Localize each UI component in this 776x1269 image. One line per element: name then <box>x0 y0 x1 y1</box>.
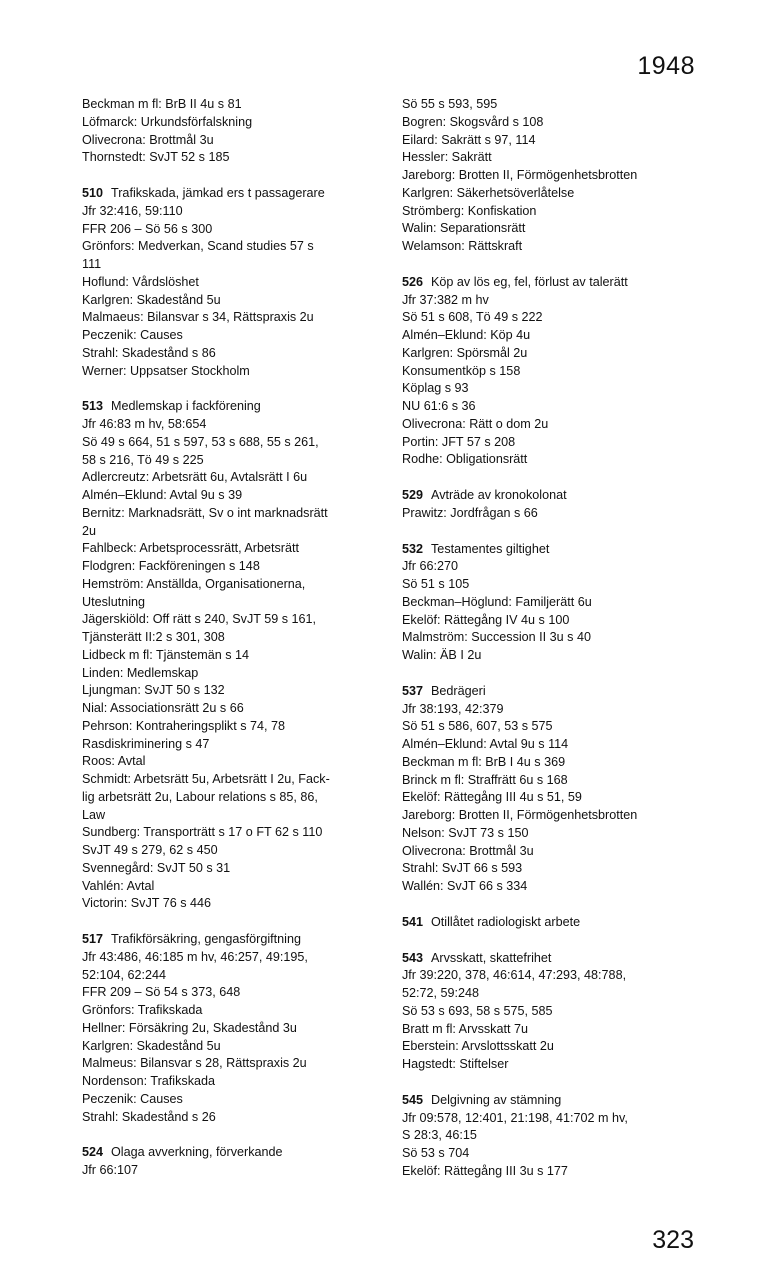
reference-line: Karlgren: Skadestånd 5u <box>82 1038 221 1053</box>
reference-line: FFR 209 – Sö 54 s 373, 648 <box>82 985 241 1000</box>
reference-line: Roos: Avtal <box>82 754 146 769</box>
reference-line: Ekelöf: Rättegång III 4u s 51, 59 <box>402 790 582 805</box>
reference-line: Walin: Separationsrätt <box>402 221 526 236</box>
case-entry-517 <box>82 931 382 1126</box>
reference-line: Sö 55 s 593, 595 <box>402 97 498 111</box>
reference-line: Brinck m fl: Straffrätt 6u s 168 <box>402 772 568 787</box>
reference-line: Strahl: Skadestånd s 26 <box>82 1109 216 1124</box>
reference-line: Löfmarck: Urkundsförfalskning <box>82 114 253 129</box>
case-number: 517 <box>82 932 104 946</box>
reference-line: Bratt m fl: Arvsskatt 7u <box>402 1021 528 1036</box>
case-number: 541 <box>402 914 424 929</box>
reference-line: Almén–Eklund: Avtal 9u s 114 <box>402 737 569 751</box>
reference-line: Fahlbeck: Arbetsprocessrätt, Arbetsrätt <box>82 541 299 556</box>
left-column <box>82 96 382 1180</box>
reference-line: Malmeus: Bilansvar s 28, Rättspraxis 2u <box>82 1056 307 1071</box>
case-heading <box>402 1092 702 1110</box>
reference-line: Welamson: Rättskraft <box>402 239 523 253</box>
case-heading <box>82 1144 382 1162</box>
reference-line: Walin: ÄB I 2u <box>402 648 482 662</box>
case-title: Arvsskatt, skattefrihet <box>431 950 552 965</box>
case-title: Avträde av kronokolonat <box>431 488 567 502</box>
reference-line: Ekelöf: Rättegång III 3u s 177 <box>402 1163 568 1178</box>
case-entry-543 <box>402 950 702 1074</box>
reference-line: Olivecrona: Rätt o dom 2u <box>402 416 549 431</box>
reference-line: Nelson: SvJT 73 s 150 <box>402 825 529 840</box>
case-heading <box>82 398 382 416</box>
reference-line: Thornstedt: SvJT 52 s 185 <box>82 150 230 165</box>
case-entry-532 <box>402 541 702 665</box>
reference-line: Jfr 09:578, 12:401, 21:198, 41:702 m hv, <box>402 1110 628 1125</box>
reference-line: Malmaeus: Bilansvar s 34, Rättspraxis 2u <box>82 310 314 325</box>
case-number: 526 <box>402 274 424 289</box>
reference-line: Hemström: Anställda, Organisationerna, <box>82 576 306 591</box>
reference-line: Uteslutning <box>82 594 146 609</box>
case-entry-continued <box>402 96 702 256</box>
reference-line: 58 s 216, Tö 49 s 225 <box>82 452 204 467</box>
reference-line: Adlercreutz: Arbetsrätt 6u, Avtalsrätt I 6u <box>82 470 308 485</box>
reference-line: Prawitz: Jordfrågan s 66 <box>402 505 538 520</box>
case-entry-513 <box>82 398 382 913</box>
reference-line: Eilard: Sakrätt s 97, 114 <box>402 132 536 147</box>
reference-line: Almén–Eklund: Köp 4u <box>402 328 531 342</box>
reference-line: Bernitz: Marknadsrätt, Sv o int marknadsrätt <box>82 505 328 520</box>
reference-line: Portin: JFT 57 s 208 <box>402 434 516 449</box>
reference-line: Jfr 39:220, 378, 46:614, 47:293, 48:788, <box>402 968 627 983</box>
case-heading <box>82 185 382 203</box>
case-heading <box>402 683 702 701</box>
case-title: Medlemskap i fackförening <box>111 399 261 414</box>
reference-line: Beckman m fl: BrB II 4u s 81 <box>82 97 242 111</box>
reference-line: Nordenson: Trafikskada <box>82 1074 216 1088</box>
reference-line: Sundberg: Transporträtt s 17 o FT 62 s 110 <box>82 825 323 840</box>
reference-line: 52:72, 59:248 <box>402 986 480 1000</box>
reference-line: S 28:3, 46:15 <box>402 1128 477 1143</box>
year-heading: 1948 <box>637 52 695 80</box>
reference-line: Law <box>82 807 106 822</box>
case-heading <box>402 541 702 559</box>
reference-line: Sö 51 s 105 <box>402 577 470 591</box>
case-heading <box>402 487 702 505</box>
reference-line: Rodhe: Obligationsrätt <box>402 452 528 467</box>
case-title: Testamentes giltighet <box>431 541 550 556</box>
reference-line: Jägerskiöld: Off rätt s 240, SvJT 59 s 161, <box>82 612 317 627</box>
reference-line: Jfr 66:107 <box>82 1163 139 1177</box>
case-number: 510 <box>82 186 104 200</box>
case-title: Delgivning av stämning <box>431 1092 562 1107</box>
reference-line: Karlgren: Skadestånd 5u <box>82 292 221 307</box>
reference-line: Beckman m fl: BrB I 4u s 369 <box>402 754 566 769</box>
reference-line: Almén–Eklund: Avtal 9u s 39 <box>82 488 243 502</box>
page-number: 323 <box>652 1226 694 1254</box>
reference-line: Svennegård: SvJT 50 s 31 <box>82 860 231 875</box>
reference-line: Jfr 66:270 <box>402 559 459 574</box>
reference-line: Hellner: Försäkring 2u, Skadestånd 3u <box>82 1020 297 1035</box>
reference-line: SvJT 49 s 279, 62 s 450 <box>82 843 218 857</box>
reference-line: Eberstein: Arvslottsskatt 2u <box>402 1039 554 1054</box>
case-number: 513 <box>82 399 104 414</box>
reference-line: Vahlén: Avtal <box>82 878 155 893</box>
case-entry-continued <box>82 96 382 167</box>
reference-line: Olivecrona: Brottmål 3u <box>402 843 534 858</box>
reference-line: 111 <box>82 257 102 271</box>
reference-line: 52:104, 62:244 <box>82 967 167 982</box>
case-title: Bedrägeri <box>431 683 486 698</box>
reference-line: Peczenik: Causes <box>82 328 183 342</box>
reference-line: Nial: Associationsrätt 2u s 66 <box>82 701 244 715</box>
reference-line: Sö 49 s 664, 51 s 597, 53 s 688, 55 s 261, <box>82 434 319 449</box>
reference-line: Grönfors: Trafikskada <box>82 1003 203 1017</box>
case-entry-537 <box>402 683 702 896</box>
reference-line: Ljungman: SvJT 50 s 132 <box>82 683 225 698</box>
reference-line: Sö 53 s 693, 58 s 575, 585 <box>402 1003 553 1018</box>
reference-line: Olivecrona: Brottmål 3u <box>82 132 214 147</box>
reference-line: Karlgren: Spörsmål 2u <box>402 345 528 360</box>
case-number: 537 <box>402 683 424 698</box>
reference-line: Rasdiskriminering s 47 <box>82 736 210 751</box>
reference-line: Grönfors: Medverkan, Scand studies 57 s <box>82 239 314 254</box>
reference-line: Karlgren: Säkerhetsöverlåtelse <box>402 185 575 200</box>
reference-line: Wallén: SvJT 66 s 334 <box>402 879 528 893</box>
case-number: 545 <box>402 1092 424 1107</box>
reference-line: Strömberg: Konfiskation <box>402 203 537 218</box>
reference-line: Peczenik: Causes <box>82 1091 183 1106</box>
case-title: Otillåtet radiologiskt arbete <box>431 914 581 929</box>
case-heading <box>82 931 382 949</box>
reference-line: Sö 51 s 586, 607, 53 s 575 <box>402 719 553 734</box>
reference-line: Jfr 46:83 m hv, 58:654 <box>82 417 207 431</box>
reference-line: lig arbetsrätt 2u, Labour relations s 85, 86, <box>82 789 318 804</box>
case-number: 524 <box>82 1145 104 1160</box>
reference-line: Linden: Medlemskap <box>82 665 199 680</box>
reference-line: Lidbeck m fl: Tjänstemän s 14 <box>82 647 250 662</box>
case-number: 543 <box>402 950 424 965</box>
reference-line: Jareborg: Brotten II, Förmögenhetsbrotten <box>402 808 638 822</box>
reference-line: Sö 51 s 608, Tö 49 s 222 <box>402 310 543 325</box>
reference-line: Sö 53 s 704 <box>402 1146 470 1160</box>
reference-line: Jfr 37:382 m hv <box>402 292 489 307</box>
reference-line: Jfr 43:486, 46:185 m hv, 46:257, 49:195, <box>82 949 308 964</box>
case-heading <box>402 950 702 968</box>
case-number: 532 <box>402 541 424 556</box>
case-number: 529 <box>402 488 424 502</box>
reference-line: Ekelöf: Rättegång IV 4u s 100 <box>402 612 570 627</box>
case-entry-524 <box>82 1144 382 1180</box>
reference-line: Tjänsterätt II:2 s 301, 308 <box>82 630 225 644</box>
reference-line: Jareborg: Brotten II, Förmögenhetsbrotten <box>402 168 638 182</box>
reference-line: FFR 206 – Sö 56 s 300 <box>82 221 213 236</box>
reference-line: Jfr 32:416, 59:110 <box>82 203 183 218</box>
case-title: Trafikskada, jämkad ers t passagerare <box>111 186 325 200</box>
reference-line: Hagstedt: Stiftelser <box>402 1057 509 1071</box>
right-column <box>402 96 702 1181</box>
reference-line: Hoflund: Vårdslöshet <box>82 274 199 289</box>
case-entry-545 <box>402 1092 702 1181</box>
reference-line: Schmidt: Arbetsrätt 5u, Arbetsrätt I 2u, Fack- <box>82 772 330 786</box>
reference-line: Jfr 38:193, 42:379 <box>402 701 504 716</box>
case-entry-510 <box>82 185 382 380</box>
reference-line: Strahl: Skadestånd s 86 <box>82 345 216 360</box>
reference-line: NU 61:6 s 36 <box>402 399 476 413</box>
reference-line: Flodgren: Fackföreningen s 148 <box>82 559 260 573</box>
reference-line: Beckman–Höglund: Familjerätt 6u <box>402 594 592 609</box>
reference-line: Köplag s 93 <box>402 381 469 396</box>
reference-line: Konsumentköp s 158 <box>402 363 521 378</box>
reference-line: Werner: Uppsatser Stockholm <box>82 363 250 378</box>
case-heading <box>402 914 702 932</box>
reference-line: Pehrson: Kontraheringsplikt s 74, 78 <box>82 718 286 733</box>
case-heading <box>402 274 702 292</box>
reference-line: Hessler: Sakrätt <box>402 150 492 165</box>
reference-line: Victorin: SvJT 76 s 446 <box>82 896 212 911</box>
case-entry-541 <box>402 914 702 932</box>
case-title: Trafikförsäkring, gengasförgiftning <box>111 932 301 946</box>
case-title: Olaga avverkning, förverkande <box>111 1145 283 1160</box>
case-entry-526 <box>402 274 702 469</box>
case-title: Köp av lös eg, fel, förlust av talerätt <box>431 274 628 289</box>
reference-line: Malmström: Succession II 3u s 40 <box>402 630 591 645</box>
reference-line: Strahl: SvJT 66 s 593 <box>402 861 523 876</box>
reference-line: Bogren: Skogsvård s 108 <box>402 114 544 129</box>
reference-line: 2u <box>82 523 97 538</box>
case-entry-529 <box>402 487 702 523</box>
